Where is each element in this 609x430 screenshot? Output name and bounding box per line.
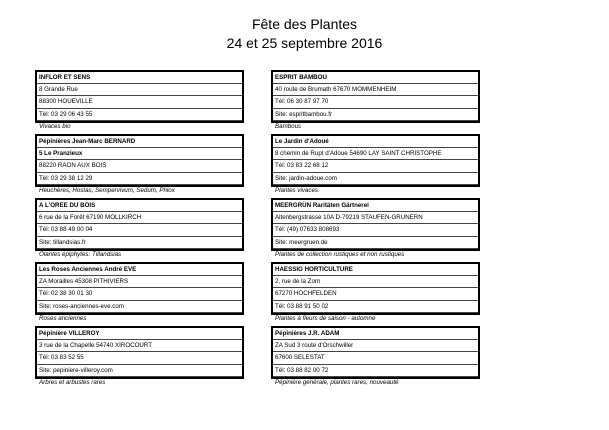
exhibitor-specialty: Roses anciennes bbox=[39, 314, 87, 322]
exhibitor-card bbox=[271, 134, 480, 194]
exhibitor-name: A L'OREE DU BOIS bbox=[37, 200, 242, 212]
exhibitor-website: Site: roses-anciennes-eve.com bbox=[37, 301, 242, 313]
exhibitor-card bbox=[271, 326, 480, 386]
exhibitor-contact: Tél: 03 29 06 43 55 bbox=[37, 109, 242, 121]
event-dates: 24 et 25 septembre 2016 bbox=[226, 35, 383, 51]
exhibitor-name: ESPRIT BAMBOU bbox=[273, 72, 478, 84]
exhibitor-card bbox=[35, 326, 244, 386]
exhibitor-specialty: Pépinière générale, plantes rares, nouveauté bbox=[275, 378, 399, 386]
exhibitor-phone: Tél: 03 88 82 00 72 bbox=[273, 365, 478, 377]
page-title: Fête des Plantes bbox=[251, 16, 358, 32]
exhibitor-phone: Tél: (49) 07633 808693 bbox=[273, 224, 478, 236]
exhibitor-address: 40 route de Brumath 67670 MOMMENHEIM bbox=[273, 84, 478, 96]
exhibitor-website: Site: pepiniere-villeroy.com bbox=[37, 365, 242, 377]
exhibitor-address: 5 Le Pranzieux bbox=[37, 148, 242, 160]
exhibitor-address: 2, rue de la Zorn bbox=[273, 276, 478, 288]
exhibitor-name: INFLOR ET SENS bbox=[37, 72, 242, 84]
exhibitor-specialty: Heuchères, Hostas, Sempervivum, Sedum, Phlox bbox=[39, 186, 175, 194]
exhibitor-name: Pépinière VILLEROY bbox=[37, 328, 242, 340]
exhibitor-specialty: Plantes vivaces bbox=[275, 186, 318, 194]
exhibitor-address: 8 chemin de Rupt d'Adoue 54690 LAY SAINT CHRISTOPHE bbox=[273, 148, 478, 160]
exhibitor-name: Les Roses Anciennes André EVE bbox=[37, 264, 242, 276]
exhibitor-name: MEERGRÜN Raritäten Gärtnerei bbox=[273, 200, 478, 212]
exhibitor-city: 88220 RAON AUX BOIS bbox=[37, 160, 242, 172]
exhibitor-specialty: Bambous bbox=[275, 122, 302, 130]
exhibitor-specialty: Arbres et arbustes rares bbox=[39, 378, 106, 386]
exhibitor-website: Site: espritbambou.fr bbox=[273, 109, 478, 121]
exhibitor-website: Site: tillandsias.fr bbox=[37, 237, 242, 249]
exhibitor-address: ZA Sud 3 route d'Orschwiller bbox=[273, 340, 478, 352]
exhibitor-card bbox=[35, 134, 244, 194]
exhibitor-address: 8 Grande Rue bbox=[37, 84, 242, 96]
exhibitor-specialty: Plantes à fleurs de saison - automne bbox=[275, 314, 376, 322]
exhibitor-specialty: Vivaces bio bbox=[39, 122, 71, 130]
exhibitor-specialty: Plantes de collection rustiques et non rustiques bbox=[275, 250, 405, 258]
exhibitor-phone: Tél: 03 83 52 55 bbox=[37, 352, 242, 364]
exhibitor-card bbox=[271, 70, 480, 130]
exhibitor-address: 6 rue de la Forêt 67190 MOLLKIRCH bbox=[37, 212, 242, 224]
exhibitor-card bbox=[271, 262, 480, 322]
exhibitor-card bbox=[35, 70, 244, 130]
exhibitor-contact: Tél: 03 29 38 12 29 bbox=[37, 173, 242, 185]
exhibitor-website: Site: meergruen.de bbox=[273, 237, 478, 249]
exhibitor-address: ZA Morailles 45308 PITHIVIERS bbox=[37, 276, 242, 288]
exhibitor-phone: Tél: 03 88 91 50 02 bbox=[273, 301, 478, 313]
exhibitor-phone: Tél: 06 30 87 97 70 bbox=[273, 96, 478, 108]
exhibitor-address: 3 rue de la Chapelle 54740 XIROCOURT bbox=[37, 340, 242, 352]
exhibitor-phone: Tél: 02 38 30 01 30 bbox=[37, 288, 242, 300]
exhibitor-name: Le Jardin d'Adoué bbox=[273, 136, 478, 148]
exhibitor-city: 67270 HOCHFELDEN bbox=[273, 288, 478, 300]
exhibitor-name: Pépinières Jean-Marc BERNARD bbox=[37, 136, 242, 148]
exhibitor-city: 88300 HOUEVILLE bbox=[37, 96, 242, 108]
exhibitor-city: 67600 SELESTAT bbox=[273, 352, 478, 364]
exhibitor-specialty: Olantes épiphytes: Tillandsias bbox=[39, 250, 122, 258]
exhibitor-name: Pépinières J.R. ADAM bbox=[273, 328, 478, 340]
exhibitor-card bbox=[271, 198, 480, 258]
exhibitor-website: Site: jardin-adoue.com bbox=[273, 173, 478, 185]
exhibitor-address: Altenbergstrasse 10A D-79219 STAUFEN-GRUNERN bbox=[273, 212, 478, 224]
exhibitor-name: HAESSIG HORTICULTURE bbox=[273, 264, 478, 276]
exhibitor-card bbox=[35, 198, 244, 258]
exhibitor-card bbox=[35, 262, 244, 322]
exhibitor-phone: Tél: 03 88 49 00 04 bbox=[37, 224, 242, 236]
exhibitor-phone: Tél: 03 83 22 68 12 bbox=[273, 160, 478, 172]
